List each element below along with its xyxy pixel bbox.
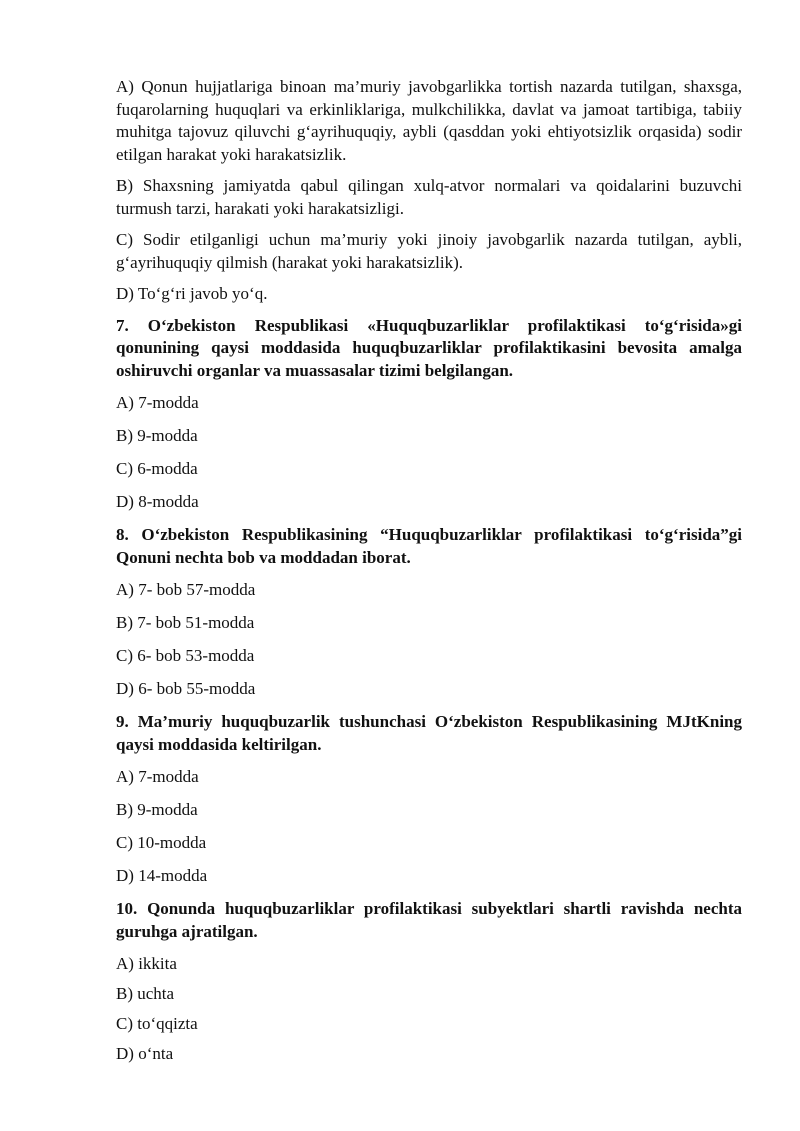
question-9 [116, 711, 742, 888]
q10-option-d: D) o‘nta [116, 1044, 174, 1063]
q9-text: 9. Ma’muriy huquqbuzarlik tushunchasi O‘zbekiston Respublikasining MJtKning qaysi moddasida keltirilgan. [116, 712, 742, 754]
q9-option-d: D) 14-modda [116, 866, 208, 885]
q6-option-d: D) To‘g‘ri javob yo‘q. [116, 284, 268, 303]
q10-option-b: B) uchta [116, 984, 175, 1003]
q10-option-a: A) ikkita [116, 954, 177, 973]
q8-option-d: D) 6- bob 55-modda [116, 679, 256, 698]
question-7 [116, 315, 742, 514]
q6-option-b: B) Shaxsning jamiyatda qabul qilingan xulq-atvor normalari va qoidalarini buzuvchi turmush tarzi, harakati yoki harakatsizligi. [116, 176, 742, 218]
q7-option-b: B) 9-modda [116, 426, 198, 445]
q7-option-d: D) 8-modda [116, 492, 199, 511]
q8-option-c: C) 6- bob 53-modda [116, 646, 255, 665]
q9-option-b: B) 9-modda [116, 800, 198, 819]
q7-option-a: A) 7-modda [116, 393, 199, 412]
q6-option-c: C) Sodir etilganligi uchun ma’muriy yoki jinoiy javobgarlik nazarda tutilgan, aybli, g‘ayrihuquqiy qilmish (harakat yoki harakatsizlik). [116, 230, 742, 272]
q10-text: 10. Qonunda huquqbuzarliklar profilaktikasi subyektlari shartli ravishda nechta guruhga ajratilgan. [116, 899, 742, 941]
q9-option-c: C) 10-modda [116, 833, 207, 852]
q7-text: 7. O‘zbekiston Respublikasi «Huquqbuzarliklar profilaktikasi to‘g‘risida»gi qonunining qaysi moddasida huquqbuzarliklar profilaktikasini bevosita amalga oshiruvchi organlar va muassasalar tizimi belgilangan. [116, 315, 742, 380]
q8-text: 8. O‘zbekiston Respublikasining “Huquqbuzarliklar profilaktikasi to‘g‘risida”gi Qonuni nechta bob va moddadan iborat. [116, 525, 742, 567]
q10-option-c: C) to‘qqizta [116, 1014, 198, 1033]
q6-option-a: A) Qonun hujjatlariga binoan ma’muriy javobgarlikka tortish nazarda tutilgan, shaxsga, fuqarolarning huquqlari va erkinliklariga, mulkchilikka, davlat va jamoat tartibiga, tabiiy muhitga tajovuz qiluvchi g‘ayrihuquqiy, aybli (qasddan yoki ehtiyotsizlik orqasida) sodir etilgan harakat yoki harakatsizlik. [116, 77, 742, 164]
question-8 [116, 524, 742, 701]
q8-option-a: A) 7- bob 57-modda [116, 580, 256, 599]
q9-option-a: A) 7-modda [116, 767, 199, 786]
question-10 [116, 898, 742, 1066]
question-6-options [116, 76, 742, 306]
q7-option-c: C) 6-modda [116, 459, 198, 478]
q8-option-b: B) 7- bob 51-modda [116, 613, 255, 632]
